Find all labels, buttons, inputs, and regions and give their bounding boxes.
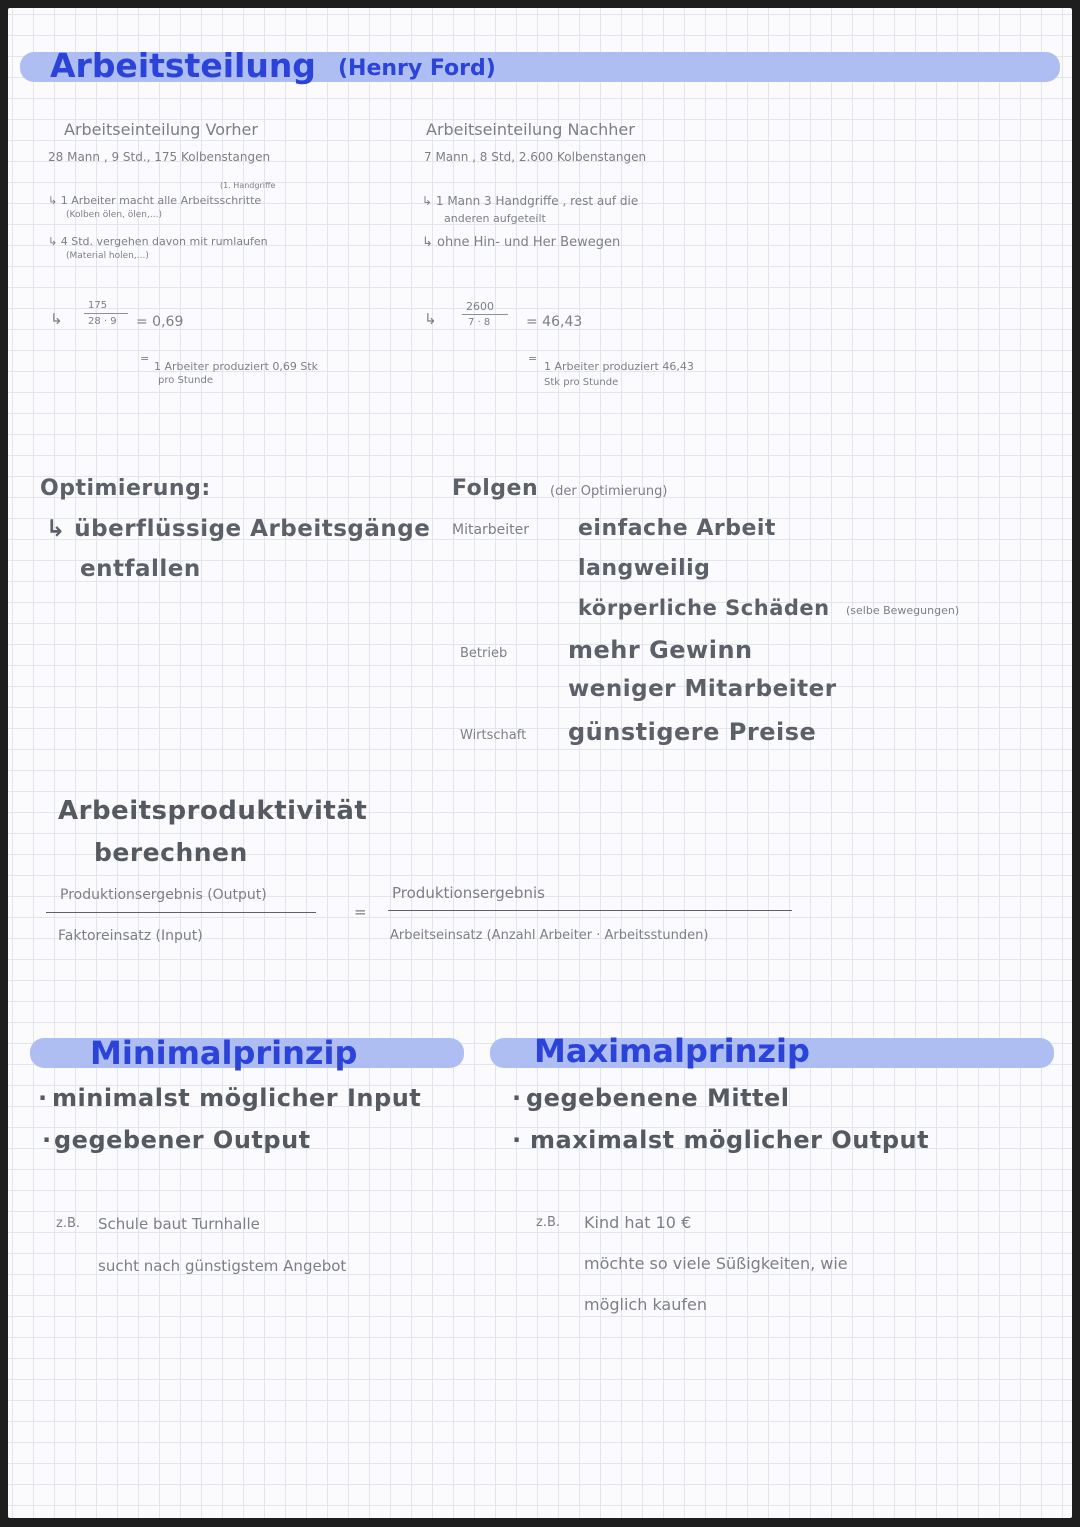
productivity-fraction-line-right	[388, 910, 792, 911]
maximal-example-label: z.B.	[536, 1215, 561, 1230]
productivity-equals: =	[354, 903, 367, 921]
maximal-bullet-2: ·	[512, 1126, 522, 1154]
after-bullet1b: anderen aufgeteilt	[444, 212, 546, 225]
after-arrow: ↳	[424, 310, 437, 328]
page-subtitle: (Henry Ford)	[338, 56, 496, 81]
maximal-example-3: möglich kaufen	[584, 1295, 707, 1314]
company-item-2: weniger Mitarbeiter	[568, 676, 837, 702]
minimal-bullet-1: ·	[38, 1084, 48, 1112]
before-explain1: 1 Arbeiter produziert 0,69 Stk	[154, 360, 318, 373]
minimal-example-2: sucht nach günstigstem Angebot	[98, 1257, 347, 1275]
after-numerator: 2600	[466, 300, 494, 313]
minimal-point-1: minimalst möglicher Input	[52, 1084, 422, 1112]
employees-item-1: einfache Arbeit	[578, 516, 776, 541]
after-denominator: 7 · 8	[468, 317, 491, 328]
after-bullet2: ↳ ohne Hin- und Her Bewegen	[422, 235, 621, 250]
maximal-point-1: gegebenene Mittel	[526, 1084, 790, 1112]
maximal-bullet-1: ·	[512, 1084, 522, 1112]
after-heading: Arbeitseinteilung Nachher	[426, 120, 635, 139]
after-bullet1: ↳ 1 Mann 3 Handgriffe , rest auf die	[422, 194, 639, 208]
before-handgriffe-note: (1. Handgriffe	[220, 181, 276, 190]
productivity-heading1: Arbeitsproduktivität	[58, 796, 368, 826]
before-bullet2b: (Material holen,...)	[66, 251, 149, 261]
after-explain1: 1 Arbeiter produziert 46,43	[544, 360, 694, 373]
before-numerator: 175	[88, 300, 108, 311]
before-heading: Arbeitseinteilung Vorher	[64, 120, 258, 139]
productivity-heading2: berechnen	[94, 838, 248, 867]
minimal-bullet-2: ·	[42, 1126, 52, 1154]
company-label: Betrieb	[460, 646, 508, 661]
before-result: = 0,69	[136, 314, 184, 330]
company-item-1: mehr Gewinn	[568, 636, 753, 664]
productivity-den-right: Arbeitseinsatz (Anzahl Arbeiter · Arbeitsstunden)	[390, 928, 709, 943]
before-fraction-line	[84, 313, 128, 314]
productivity-num-left: Produktionsergebnis (Output)	[60, 887, 267, 903]
productivity-num-right: Produktionsergebnis	[392, 884, 545, 902]
minimal-example-label: z.B.	[56, 1216, 81, 1231]
economy-item-1: günstigere Preise	[568, 718, 817, 746]
consequences-heading: Folgen	[452, 476, 539, 501]
minimal-point-2: gegebener Output	[54, 1126, 311, 1154]
economy-label: Wirtschaft	[460, 728, 527, 743]
maximal-example-2: möchte so viele Süßigkeiten, wie	[584, 1254, 848, 1273]
after-result: = 46,43	[526, 314, 583, 330]
damage-note: (selbe Bewegungen)	[846, 604, 960, 617]
productivity-fraction-line-left	[46, 912, 316, 913]
before-line1: 28 Mann , 9 Std., 175 Kolbenstangen	[48, 150, 271, 164]
before-denominator: 28 · 9	[88, 316, 117, 327]
before-bullet2: ↳ 4 Std. vergehen davon mit rumlaufen	[48, 235, 268, 248]
before-bullet1b: (Kolben ölen, ölen,...)	[66, 210, 162, 220]
after-fraction-line	[462, 314, 508, 315]
before-eq-sign: =	[140, 352, 150, 365]
productivity-den-left: Faktoreinsatz (Input)	[58, 928, 203, 944]
maximal-example-1: Kind hat 10 €	[584, 1213, 692, 1232]
employees-item-3: körperliche Schäden	[578, 596, 830, 620]
optimization-heading: Optimierung:	[40, 476, 211, 501]
minimal-title: Minimalprinzip	[90, 1034, 358, 1072]
before-bullet1: ↳ 1 Arbeiter macht alle Arbeitsschritte	[48, 194, 262, 207]
before-arrow: ↳	[50, 310, 63, 328]
minimal-example-1: Schule baut Turnhalle	[98, 1215, 260, 1233]
page-title: Arbeitsteilung	[50, 46, 316, 85]
maximal-point-2: maximalst möglicher Output	[530, 1126, 930, 1154]
maximal-title: Maximalprinzip	[534, 1032, 810, 1070]
before-explain2: pro Stunde	[158, 375, 213, 386]
after-eq-sign: =	[528, 352, 538, 365]
optimization-line2: entfallen	[80, 556, 201, 582]
optimization-line1: ↳ überflüssige Arbeitsgänge	[46, 516, 431, 542]
employees-item-2: langweilig	[578, 556, 711, 581]
after-explain2: Stk pro Stunde	[544, 377, 619, 388]
employees-label: Mitarbeiter	[452, 522, 530, 538]
consequences-heading-note: (der Optimierung)	[550, 484, 668, 499]
after-line1: 7 Mann , 8 Std, 2.600 Kolbenstangen	[424, 150, 647, 164]
